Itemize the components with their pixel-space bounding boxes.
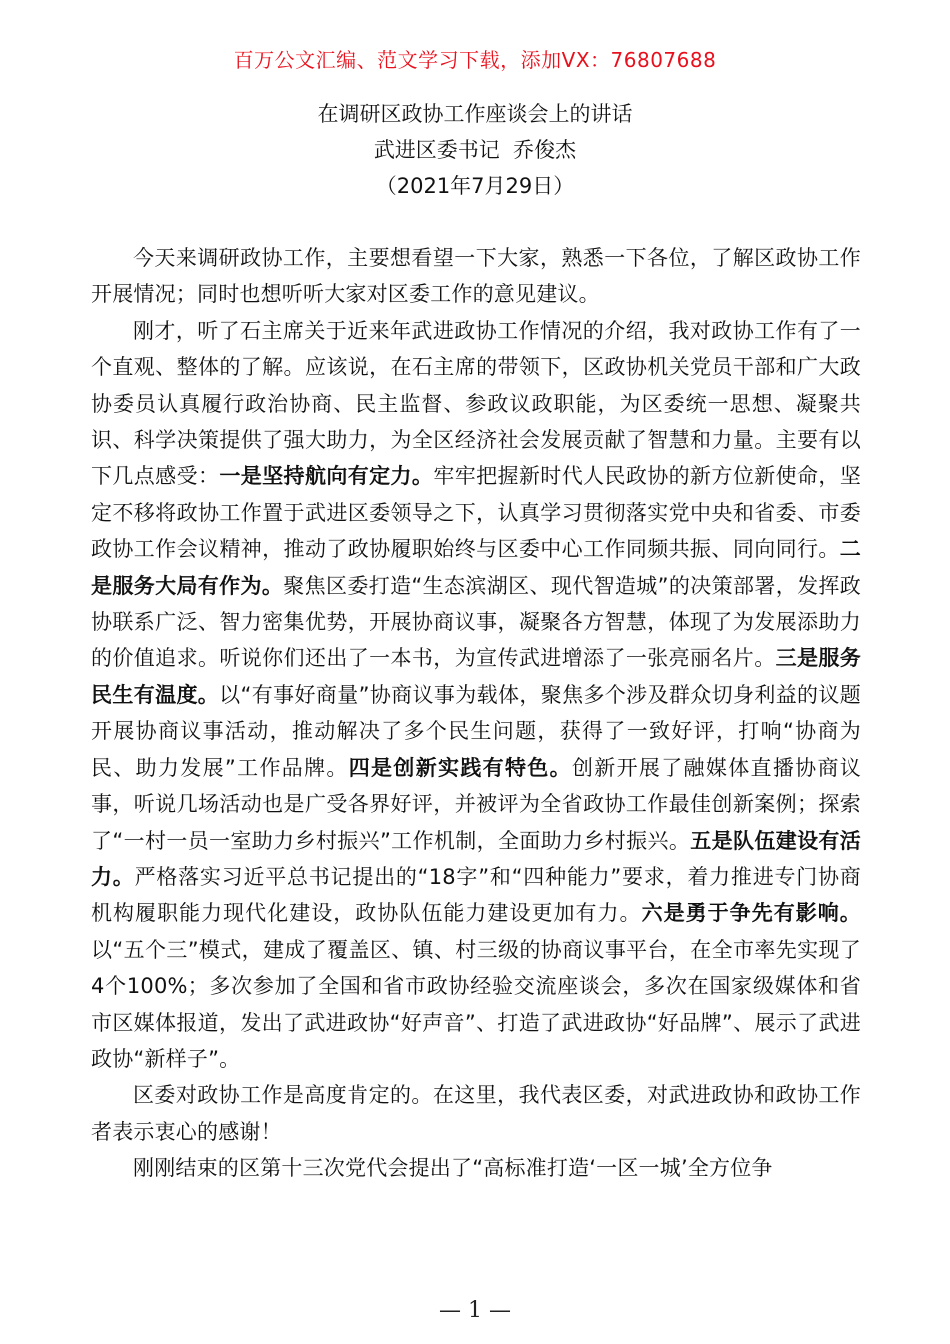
speech-title: 在调研区政协工作座谈会上的讲话: [317, 102, 633, 126]
header-block: [0, 96, 950, 204]
body-paragraph: [91, 1077, 861, 1150]
key-point-heading: 三是服务民生有温度。: [91, 646, 861, 707]
body-paragraph: [91, 1150, 861, 1186]
paragraph-text: 以“五个三”模式，建成了覆盖区、镇、村三级的协商议事平台，在全市率先实现了4个100%；多次参加了全国和省市政协经验交流座谈会，多次在国家级媒体和省市区媒体报道，发出了武进政协“好声音”、打造了武进政协“好品牌”、展示了武进政协“新样子”。: [91, 937, 861, 1071]
speech-date: （2021年7月29日）: [375, 174, 575, 198]
speech-body: [91, 240, 861, 1187]
paragraph-text: 严格落实习近平总书记提出的“18字”和“四种能力”要求，着力推进专门协商机构履职能力现代化建设，政协队伍能力建设更加有力。: [91, 864, 862, 926]
paragraph-text: 今天来调研政协工作，主要想看望一下大家，熟悉一下各位，了解区政协工作开展情况；同时也想听听大家对区委工作的意见建议。: [91, 246, 861, 307]
paragraph-text: 创新开展了融媒体直播协商议事，听说几场活动也是广受各界好评，并被评为全省政协工作最佳创新案例；探索了“一村一员一室助力乡村振兴”工作机制，全面助力乡村振兴。: [91, 755, 862, 853]
body-paragraph: [91, 240, 861, 313]
key-point-heading: 二是服务大局有作为。: [91, 537, 861, 598]
key-point-heading: 四是创新实践有特色。: [348, 755, 572, 780]
speaker-line: 武进区委书记 乔俊杰: [373, 138, 577, 162]
promo-banner: 百万公文汇编、范文学习下载，添加VX：76807688: [233, 48, 717, 72]
paragraph-text: 刚才，听了石主席关于近来年武进政协工作情况的介绍，我对政协工作有了一个直观、整体的了解。应该说，在石主席的带领下，区政协机关党员干部和广大政协委员认真履行政治协商、民主监督、参政议政职能，为区委统一思想、凝聚共识、科学决策提供了强大助力，为全区经济社会发展贡献了智慧和力量。主要有以下几点感受：: [91, 318, 861, 489]
key-point-heading: 一是坚持航向有定力。: [219, 464, 434, 489]
page-number: — 1 —: [439, 1298, 511, 1323]
paragraph-text: 刚刚结束的区第十三次党代会提出了“高标准打造‘一区一城’全方位争: [133, 1156, 773, 1181]
paragraph-text: 以“有事好商量”协商议事为载体，聚焦多个涉及群众切身利益的议题开展协商议事活动，推动解决了多个民生问题，获得了一致好评，打响“协商为民、助力发展”工作品牌。: [91, 682, 861, 780]
paragraph-text: 区委对政协工作是高度肯定的。在这里，我代表区委，对武进政协和政协工作者表示衷心的感谢！: [91, 1083, 861, 1144]
body-paragraph: [91, 313, 861, 1078]
key-point-heading: 五是队伍建设有活力。: [91, 828, 861, 889]
paragraph-text: 聚焦区委打造“生态滨湖区、现代智造城”的决策部署，发挥政协联系广泛、智力密集优势，开展协商议事，凝聚各方智慧，体现了为发展添助力的价值追求。听说你们还出了一本书，为宣传武进增添了一张亮丽名片。: [91, 573, 861, 671]
key-point-heading: 六是勇于争先有影响。: [641, 901, 862, 926]
paragraph-text: 牢牢把握新时代人民政协的新方位新使命，坚定不移将政协工作置于武进区委领导之下，认真学习贯彻落实党中央和省委、市委政协工作会议精神，推动了政协履职始终与区委中心工作同频共振、同向同行。: [91, 464, 862, 562]
